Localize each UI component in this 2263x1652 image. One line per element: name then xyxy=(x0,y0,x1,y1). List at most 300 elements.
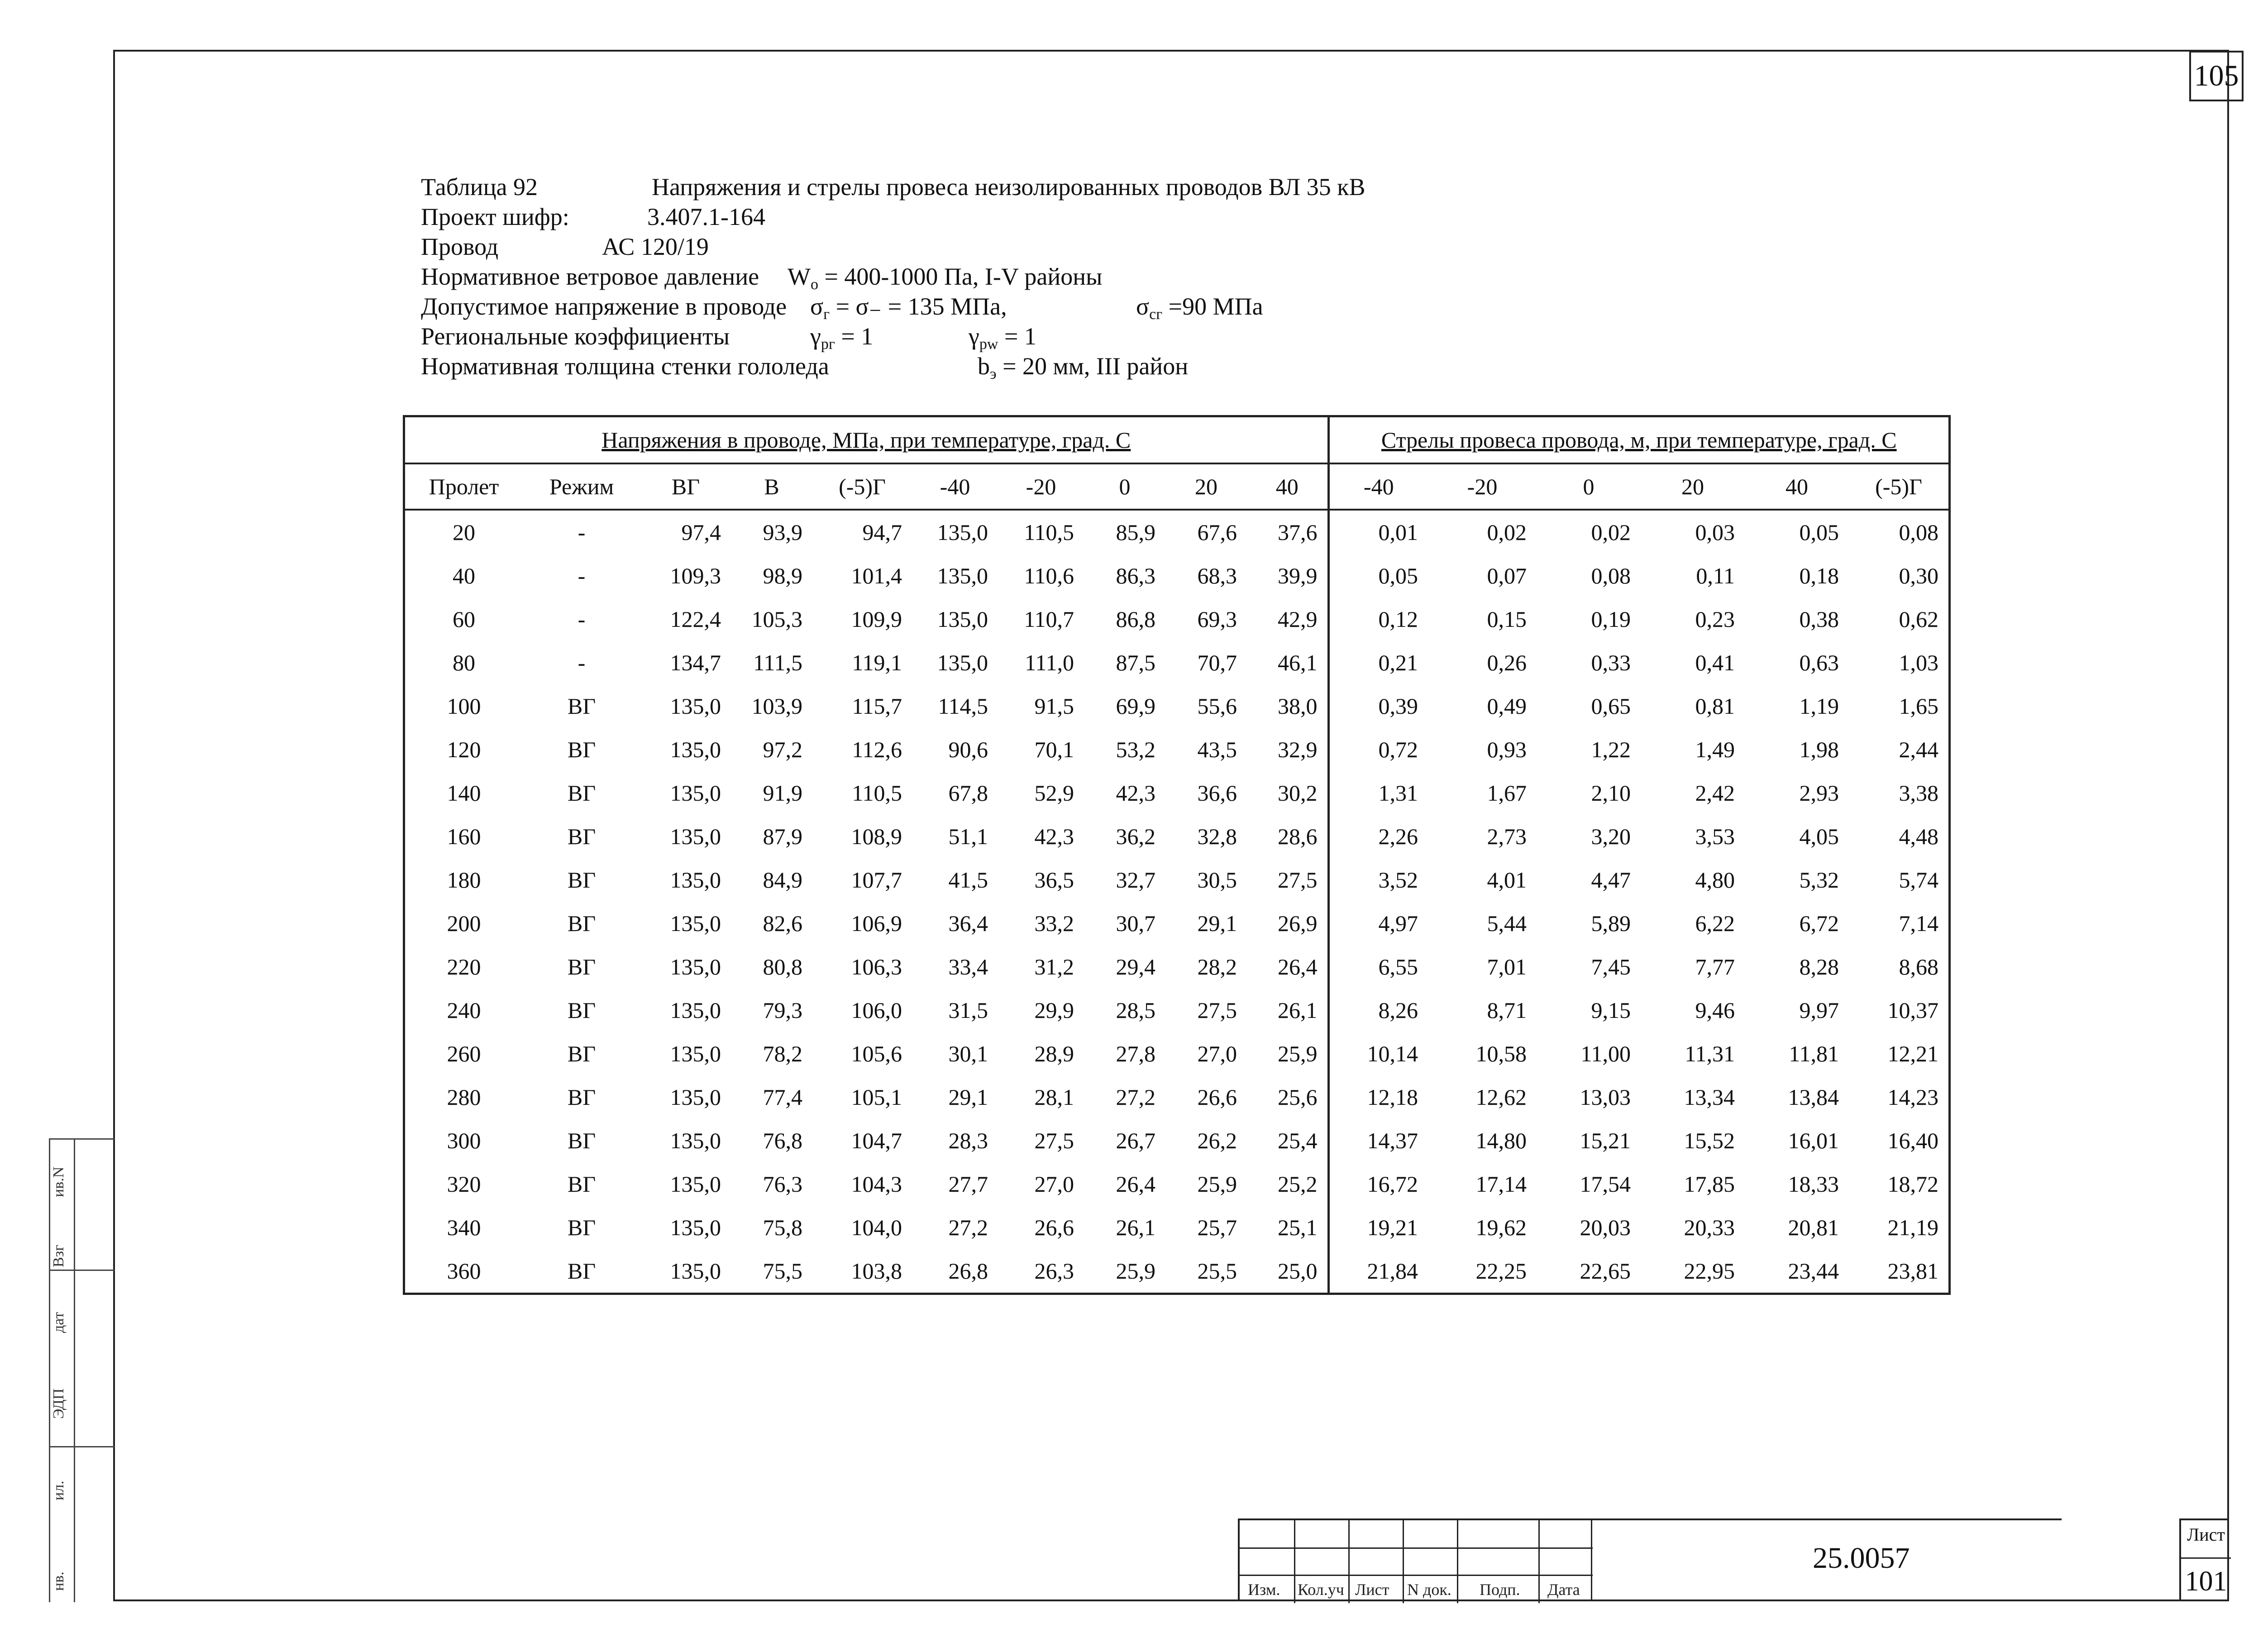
table-cell: 20 xyxy=(453,520,475,545)
table-cell: 103,8 xyxy=(851,1258,902,1284)
table-cell: 17,85 xyxy=(1684,1171,1735,1197)
table-cell: 0,62 xyxy=(1899,606,1938,632)
side-label: нв. xyxy=(50,1571,67,1591)
table-cell: 135,0 xyxy=(670,1258,721,1284)
table-cell: 43,5 xyxy=(1197,737,1237,762)
table-cell: 160 xyxy=(447,824,481,849)
column-header: 0 xyxy=(1537,463,1641,510)
table-cell: 87,9 xyxy=(763,824,802,849)
table-cell: 0,12 xyxy=(1328,597,1428,641)
stress-sag-table xyxy=(405,417,1948,1293)
table-cell: - xyxy=(578,520,586,545)
wind-subscript: o xyxy=(810,276,818,293)
table-cell: 320 xyxy=(447,1171,481,1197)
table-cell: ВГ xyxy=(567,867,596,893)
table-cell: 17,54 xyxy=(1580,1171,1631,1197)
table-cell: 87,5 xyxy=(1116,650,1155,675)
stress-symbol: σ xyxy=(810,293,824,320)
table-cell: 25,9 xyxy=(1278,1041,1318,1066)
table-cell: 27,5 xyxy=(1278,867,1318,893)
revision-grid-col xyxy=(1294,1520,1295,1603)
table-row xyxy=(405,945,1948,988)
table-cell: 27,5 xyxy=(1197,998,1237,1023)
group-sag-label: Стрелы провеса провода, м, при температуре, град. С xyxy=(1381,427,1897,453)
table-row xyxy=(405,641,1948,684)
table-cell: 0,11 xyxy=(1696,563,1735,588)
table-cell: 135,0 xyxy=(670,1041,721,1066)
table-cell: 76,8 xyxy=(763,1128,802,1153)
table-cell: 2,10 xyxy=(1591,780,1631,806)
table-cell: 4,80 xyxy=(1695,867,1735,893)
column-header: -20 xyxy=(1428,463,1537,510)
table-cell: 86,8 xyxy=(1116,606,1155,632)
table-cell: 110,5 xyxy=(1024,520,1074,545)
table-cell: 0,21 xyxy=(1328,641,1428,684)
table-cell: 8,71 xyxy=(1487,998,1527,1023)
ice-amount: = 20 мм, III район xyxy=(996,353,1189,380)
table-cell: 69,3 xyxy=(1197,606,1237,632)
table-cell: 26,7 xyxy=(1116,1128,1155,1153)
table-cell: 0,41 xyxy=(1695,650,1735,675)
table-cell: 93,9 xyxy=(763,520,802,545)
table-cell: 29,9 xyxy=(1034,998,1074,1023)
table-row xyxy=(405,1075,1948,1119)
table-cell: 25,9 xyxy=(1116,1258,1155,1284)
table-cell: 2,26 xyxy=(1328,815,1428,858)
coef1-subscript: рг xyxy=(821,336,835,353)
table-cell: 1,98 xyxy=(1799,737,1839,762)
table-label: Таблица 92 xyxy=(421,173,538,201)
table-cell: 20,81 xyxy=(1788,1215,1839,1240)
revision-grid-col xyxy=(1538,1520,1540,1603)
table-cell: 135,0 xyxy=(670,824,721,849)
table-cell: 0,02 xyxy=(1487,520,1527,545)
table-cell: 135,0 xyxy=(670,911,721,936)
table-cell: 114,5 xyxy=(938,693,988,719)
table-cell: 28,3 xyxy=(948,1128,988,1153)
table-cell: 360 xyxy=(447,1258,481,1284)
table-cell: 36,2 xyxy=(1116,824,1155,849)
table-cell: 8,68 xyxy=(1899,954,1938,979)
column-header: Пролет xyxy=(405,463,523,510)
table-cell: 38,0 xyxy=(1278,693,1318,719)
column-header: -40 xyxy=(912,463,998,510)
table-cell: 91,9 xyxy=(763,780,802,806)
revision-grid-col xyxy=(1457,1520,1458,1603)
table-cell: 4,47 xyxy=(1591,867,1631,893)
table-cell: ВГ xyxy=(567,1128,596,1153)
stamp-label-sheet: Лист xyxy=(1355,1580,1389,1599)
table-cell: 75,8 xyxy=(763,1215,802,1240)
table-row xyxy=(405,1032,1948,1075)
table-cell: ВГ xyxy=(567,737,596,762)
wire-label: Провод xyxy=(421,233,499,260)
table-cell: 10,37 xyxy=(1887,998,1938,1023)
table-cell: ВГ xyxy=(567,1171,596,1197)
table-cell: 84,9 xyxy=(763,867,802,893)
table-cell: 36,6 xyxy=(1197,780,1237,806)
table-cell: 9,46 xyxy=(1695,998,1735,1023)
table-row xyxy=(405,988,1948,1032)
table-cell: 0,23 xyxy=(1695,606,1735,632)
table-cell: 27,2 xyxy=(948,1215,988,1240)
revision-grid-col xyxy=(1403,1520,1404,1603)
table-cell: 135,0 xyxy=(937,520,988,545)
table-cell: 29,1 xyxy=(948,1084,988,1110)
table-cell: 0,03 xyxy=(1695,520,1735,545)
sheet-number: 101 xyxy=(2181,1557,2231,1604)
table-cell: 112,6 xyxy=(852,737,902,762)
table-cell: 42,9 xyxy=(1278,606,1318,632)
table-cell: 79,3 xyxy=(763,998,802,1023)
table-cell: 75,5 xyxy=(763,1258,802,1284)
table-cell: 0,72 xyxy=(1328,728,1428,771)
table-cell: 60 xyxy=(453,606,475,632)
stress-amount: = σ₋ = 135 МПа, xyxy=(830,293,1007,320)
side-label: ЭДП xyxy=(50,1388,67,1419)
table-cell: 0,81 xyxy=(1695,693,1735,719)
table-cell: 5,89 xyxy=(1591,911,1631,936)
table-row xyxy=(405,858,1948,902)
column-header: В xyxy=(731,463,812,510)
table-cell: 67,6 xyxy=(1197,520,1237,545)
table-cell: 0,05 xyxy=(1328,554,1428,597)
table-cell: 0,15 xyxy=(1487,606,1527,632)
table-cell: 110,5 xyxy=(852,780,902,806)
table-cell: ВГ xyxy=(567,1258,596,1284)
table-cell: ВГ xyxy=(567,1041,596,1066)
revision-grid-line xyxy=(1240,1575,1593,1576)
column-header: 40 xyxy=(1745,463,1849,510)
table-cell: 0,18 xyxy=(1799,563,1839,588)
table-cell: 80,8 xyxy=(763,954,802,979)
table-cell: 0,01 xyxy=(1328,510,1428,554)
table-cell: 55,6 xyxy=(1197,693,1237,719)
table-cell: 27,8 xyxy=(1116,1041,1155,1066)
column-header: Режим xyxy=(523,463,640,510)
table-cell: 28,6 xyxy=(1278,824,1318,849)
table-cell: ВГ xyxy=(567,1084,596,1110)
table-cell: 3,20 xyxy=(1591,824,1631,849)
table-cell: 27,2 xyxy=(1116,1084,1155,1110)
sheet-label: Лист xyxy=(2187,1524,2225,1545)
table-cell: 109,9 xyxy=(851,606,902,632)
table-cell: 26,3 xyxy=(1034,1258,1074,1284)
stamp-label-sign: Подп. xyxy=(1480,1580,1520,1599)
table-cell: 105,1 xyxy=(851,1084,902,1110)
project-code: 3.407.1-164 xyxy=(647,203,765,230)
table-cell: 94,7 xyxy=(862,520,902,545)
revision-grid-line xyxy=(1240,1547,1593,1549)
table-cell: 12,62 xyxy=(1475,1084,1527,1110)
table-cell: 42,3 xyxy=(1116,780,1155,806)
table-cell: 119,1 xyxy=(852,650,902,675)
table-cell: 2,73 xyxy=(1487,824,1527,849)
table-cell: 135,0 xyxy=(937,606,988,632)
table-cell: 14,80 xyxy=(1475,1128,1527,1153)
table-cell: 7,01 xyxy=(1487,954,1527,979)
table-cell: 0,30 xyxy=(1899,563,1938,588)
table-cell: 220 xyxy=(447,954,481,979)
table-cell: 26,6 xyxy=(1034,1215,1074,1240)
column-header: (-5)Г xyxy=(1849,463,1948,510)
table-cell: 0,39 xyxy=(1328,684,1428,728)
revision-grid-col xyxy=(1348,1520,1350,1603)
table-cell: 111,5 xyxy=(753,650,802,675)
table-cell: 30,1 xyxy=(948,1041,988,1066)
table-cell: 78,2 xyxy=(763,1041,802,1066)
table-cell: 11,00 xyxy=(1580,1041,1631,1066)
sheet-cell xyxy=(2179,1518,2229,1601)
table-cell: 91,5 xyxy=(1034,693,1074,719)
table-cell: 20,33 xyxy=(1684,1215,1735,1240)
table-cell: 28,2 xyxy=(1197,954,1237,979)
table-cell: 51,1 xyxy=(948,824,988,849)
table-cell: 1,65 xyxy=(1899,693,1938,719)
table-cell: 2,44 xyxy=(1899,737,1938,762)
ice-symbol: b xyxy=(978,353,990,380)
column-header: 40 xyxy=(1247,463,1328,510)
table-cell: ВГ xyxy=(567,1215,596,1240)
table-cell: 21,19 xyxy=(1887,1215,1938,1240)
table-cell: 10,14 xyxy=(1328,1032,1428,1075)
stamp-label-doc: N док. xyxy=(1407,1580,1451,1599)
document-code: 25.0057 xyxy=(1813,1542,1910,1575)
table-cell: ВГ xyxy=(567,693,596,719)
table-cell: 2,93 xyxy=(1799,780,1839,806)
table-cell: 0,65 xyxy=(1591,693,1631,719)
stamp-label-date: Дата xyxy=(1547,1580,1580,1599)
table-cell: 25,1 xyxy=(1278,1215,1318,1240)
table-cell: 122,4 xyxy=(670,606,721,632)
table-cell: 135,0 xyxy=(937,563,988,588)
table-cell: 97,4 xyxy=(681,520,721,545)
table-cell: 22,65 xyxy=(1580,1258,1631,1284)
stress2-symbol: σ xyxy=(1136,293,1150,320)
table-cell: 180 xyxy=(447,867,481,893)
table-cell: 20,03 xyxy=(1580,1215,1631,1240)
table-cell: 0,33 xyxy=(1591,650,1631,675)
table-row xyxy=(405,815,1948,858)
table-cell: 32,8 xyxy=(1197,824,1237,849)
table-cell: 40 xyxy=(453,563,475,588)
table-cell: - xyxy=(578,606,586,632)
group-sag-header xyxy=(1328,417,1948,463)
column-header: -40 xyxy=(1328,463,1428,510)
table-cell: 52,9 xyxy=(1034,780,1074,806)
column-header: (-5)Г xyxy=(812,463,912,510)
table-cell: 12,18 xyxy=(1328,1075,1428,1119)
table-row xyxy=(405,554,1948,597)
table-cell: 30,2 xyxy=(1278,780,1318,806)
table-cell: 1,22 xyxy=(1591,737,1631,762)
coef-label: Региональные коэффициенты xyxy=(421,323,730,350)
coef2-subscript: pw xyxy=(979,336,998,353)
table-cell: 135,0 xyxy=(937,650,988,675)
table-cell: 8,26 xyxy=(1328,988,1428,1032)
table-cell: 104,3 xyxy=(851,1171,902,1197)
table-cell: 16,40 xyxy=(1887,1128,1938,1153)
table-cell: 26,6 xyxy=(1197,1084,1237,1110)
group-header-row xyxy=(405,417,1948,463)
column-header: 20 xyxy=(1165,463,1247,510)
table-cell: 11,81 xyxy=(1789,1041,1839,1066)
table-cell: 7,77 xyxy=(1695,954,1735,979)
table-cell: 26,8 xyxy=(948,1258,988,1284)
table-cell: 14,23 xyxy=(1887,1084,1938,1110)
table-cell: 1,67 xyxy=(1487,780,1527,806)
table-cell: 3,38 xyxy=(1899,780,1938,806)
table-cell: 86,3 xyxy=(1116,563,1155,588)
table-cell: 0,93 xyxy=(1487,737,1527,762)
table-cell: 5,44 xyxy=(1487,911,1527,936)
table-cell: 120 xyxy=(447,737,481,762)
table-row xyxy=(405,597,1948,641)
table-cell: 18,72 xyxy=(1887,1171,1938,1197)
table-cell: 25,4 xyxy=(1278,1128,1318,1153)
table-cell: 26,4 xyxy=(1278,954,1318,979)
table-cell: 0,07 xyxy=(1487,563,1527,588)
coef1-amount: = 1 xyxy=(835,323,874,350)
table-cell: 25,7 xyxy=(1197,1215,1237,1240)
table-cell: 10,58 xyxy=(1475,1041,1527,1066)
table-cell: 21,84 xyxy=(1328,1249,1428,1293)
table-cell: 135,0 xyxy=(670,1171,721,1197)
table-cell: ВГ xyxy=(567,911,596,936)
table-cell: 30,7 xyxy=(1116,911,1155,936)
table-cell: 19,21 xyxy=(1328,1206,1428,1249)
title-block xyxy=(1238,1518,2229,1601)
table-cell: 32,9 xyxy=(1278,737,1318,762)
table-row xyxy=(405,510,1948,554)
table-cell: 23,44 xyxy=(1788,1258,1839,1284)
table-cell: - xyxy=(578,563,586,588)
table-cell: 31,5 xyxy=(948,998,988,1023)
table-cell: 200 xyxy=(447,911,481,936)
table-cell: 1,03 xyxy=(1899,650,1938,675)
stress2-subscript: сг xyxy=(1149,306,1163,323)
coef2-symbol: γ xyxy=(969,323,979,350)
table-cell: 16,72 xyxy=(1328,1162,1428,1206)
stamp-label-change: Изм. xyxy=(1248,1580,1280,1599)
project-label: Проект шифр: xyxy=(421,203,569,230)
table-cell: 19,62 xyxy=(1475,1215,1527,1240)
table-cell: 76,3 xyxy=(763,1171,802,1197)
table-cell: 53,2 xyxy=(1116,737,1155,762)
table-cell: 42,3 xyxy=(1034,824,1074,849)
table-cell: 26,2 xyxy=(1197,1128,1237,1153)
column-header-row xyxy=(405,463,1948,510)
group-stress-label: Напряжения в проводе, МПа, при температуре, град. С xyxy=(602,427,1131,453)
table-cell: 13,34 xyxy=(1684,1084,1735,1110)
table-cell: 33,2 xyxy=(1034,911,1074,936)
table-cell: ВГ xyxy=(567,998,596,1023)
table-cell: 6,72 xyxy=(1799,911,1839,936)
table-cell: ВГ xyxy=(567,824,596,849)
side-label: ил. xyxy=(50,1480,67,1500)
table-cell: 70,7 xyxy=(1197,650,1237,675)
table-cell: 6,55 xyxy=(1328,945,1428,988)
side-label: ив.N xyxy=(50,1166,67,1197)
side-strip-line xyxy=(50,1270,115,1271)
table-cell: 5,32 xyxy=(1799,867,1839,893)
table-cell: 67,8 xyxy=(948,780,988,806)
table-row xyxy=(405,1249,1948,1293)
table-cell: 26,4 xyxy=(1116,1171,1155,1197)
table-cell: 240 xyxy=(447,998,481,1023)
stress-subscript: г xyxy=(823,306,830,323)
table-cell: 16,01 xyxy=(1788,1128,1839,1153)
table-cell: 18,33 xyxy=(1788,1171,1839,1197)
table-cell: ВГ xyxy=(567,780,596,806)
table-cell: 0,08 xyxy=(1899,520,1938,545)
table-cell: 28,9 xyxy=(1034,1041,1074,1066)
wire-value: АС 120/19 xyxy=(602,233,709,260)
table-cell: 103,9 xyxy=(751,693,802,719)
table-cell: 13,03 xyxy=(1580,1084,1631,1110)
table-cell: 300 xyxy=(447,1128,481,1153)
table-cell: 2,42 xyxy=(1695,780,1735,806)
table-cell: 68,3 xyxy=(1197,563,1237,588)
table-cell: 26,1 xyxy=(1278,998,1318,1023)
table-row xyxy=(405,684,1948,728)
table-cell: 25,5 xyxy=(1197,1258,1237,1284)
table-cell: 135,0 xyxy=(670,780,721,806)
table-cell: 26,1 xyxy=(1116,1215,1155,1240)
side-strip-divider xyxy=(74,1138,75,1602)
table-cell: 80 xyxy=(453,650,475,675)
column-header: 20 xyxy=(1641,463,1745,510)
column-header: ВГ xyxy=(640,463,731,510)
table-cell: 32,7 xyxy=(1116,867,1155,893)
table-cell: 101,4 xyxy=(851,563,902,588)
table-cell: 4,01 xyxy=(1487,867,1527,893)
table-cell: 0,49 xyxy=(1487,693,1527,719)
table-cell: 4,97 xyxy=(1328,902,1428,945)
ice-value xyxy=(978,351,1188,389)
stress2-value xyxy=(1136,291,1263,329)
table-cell: 106,3 xyxy=(851,954,902,979)
table-cell: 3,53 xyxy=(1695,824,1735,849)
table-cell: 9,15 xyxy=(1591,998,1631,1023)
table-cell: 0,19 xyxy=(1591,606,1631,632)
table-cell: 106,9 xyxy=(851,911,902,936)
table-cell: 135,0 xyxy=(670,737,721,762)
table-cell: 105,6 xyxy=(851,1041,902,1066)
table-cell: 46,1 xyxy=(1278,650,1318,675)
table-cell: 70,1 xyxy=(1034,737,1074,762)
table-cell: 135,0 xyxy=(670,954,721,979)
table-cell: 85,9 xyxy=(1116,520,1155,545)
revision-grid xyxy=(1238,1518,1591,1601)
table-cell: 0,63 xyxy=(1799,650,1839,675)
table-cell: 7,14 xyxy=(1899,911,1938,936)
table-cell: 135,0 xyxy=(670,693,721,719)
table-cell: 31,2 xyxy=(1034,954,1074,979)
table-cell: 39,9 xyxy=(1278,563,1318,588)
side-strip-line xyxy=(50,1446,115,1447)
table-cell: 3,52 xyxy=(1328,858,1428,902)
table-cell: 82,6 xyxy=(763,911,802,936)
table-cell: 77,4 xyxy=(763,1084,802,1110)
table-cell: 13,84 xyxy=(1788,1084,1839,1110)
table-cell: 108,9 xyxy=(851,824,902,849)
table-cell: 97,2 xyxy=(763,737,802,762)
table-cell: 106,0 xyxy=(851,998,902,1023)
column-header: -20 xyxy=(998,463,1084,510)
table-cell: 36,4 xyxy=(948,911,988,936)
wind-symbol: W xyxy=(788,263,811,290)
